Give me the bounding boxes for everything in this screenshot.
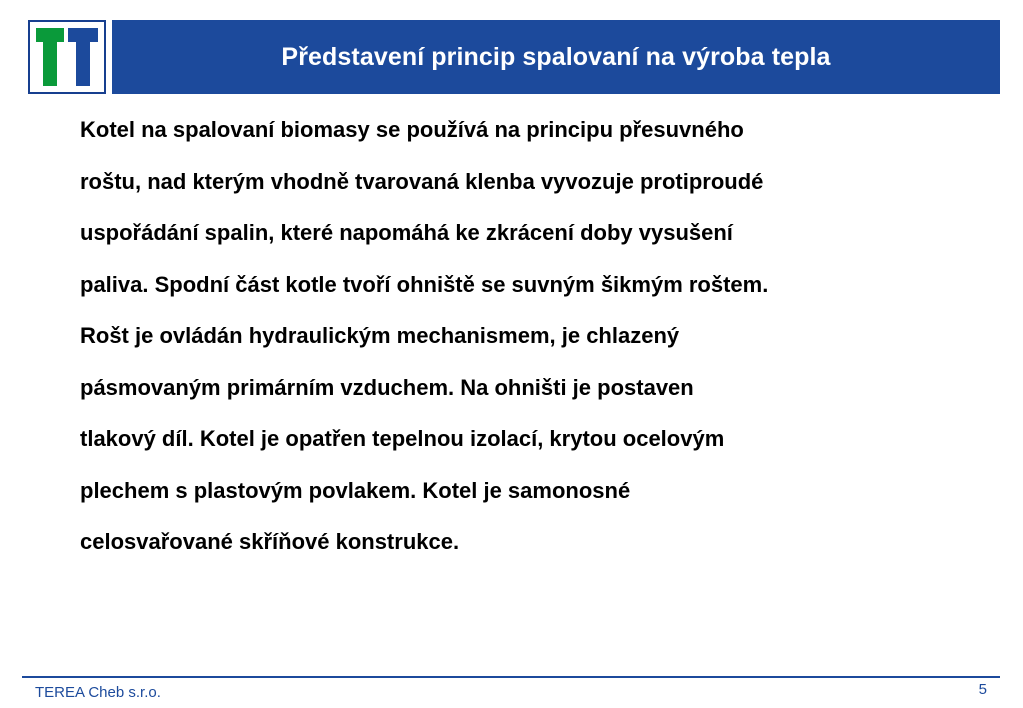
page-number: 5 [978, 681, 987, 698]
body-line: celosvařované skříňové konstrukce. [80, 529, 460, 554]
body-line: paliva. Spodní část kotle tvoří ohniště se suvným šikmým roštem. [80, 271, 769, 297]
title-bar [112, 20, 1000, 94]
body-paragraph [80, 104, 1000, 568]
footer-divider [22, 676, 1000, 678]
logo-right-t-bar [68, 28, 98, 42]
terea-logo-icon [28, 20, 106, 94]
body-line: pásmovaným primárním vzduchem. Na ohništi je postaven [80, 374, 694, 400]
body-line: uspořádání spalin, které napomáhá ke zkrácení doby vysušení [80, 220, 733, 245]
slide-title: Představení princip spalovaní na výroba tepla [281, 42, 831, 71]
body-line: roštu, nad kterým vhodně tvarovaná klenba vyvozuje protiproudé [80, 168, 764, 194]
logo-left-t-stem [43, 42, 57, 86]
body-line: plechem s plastovým povlakem. Kotel je samonosné [80, 477, 631, 503]
logo-right-t-stem [76, 42, 90, 86]
logo-left-t-bar [36, 28, 64, 42]
footer-company-name: TEREA Cheb s.r.o. [35, 684, 161, 701]
body-line: tlakový díl. Kotel je opatřen tepelnou izolací, krytou ocelovým [80, 426, 725, 451]
body-line: Kotel na spalovaní biomasy se používá na principu přesuvného [80, 117, 744, 142]
body-line: Rošt je ovládán hydraulickým mechanismem, je chlazený [80, 323, 680, 348]
